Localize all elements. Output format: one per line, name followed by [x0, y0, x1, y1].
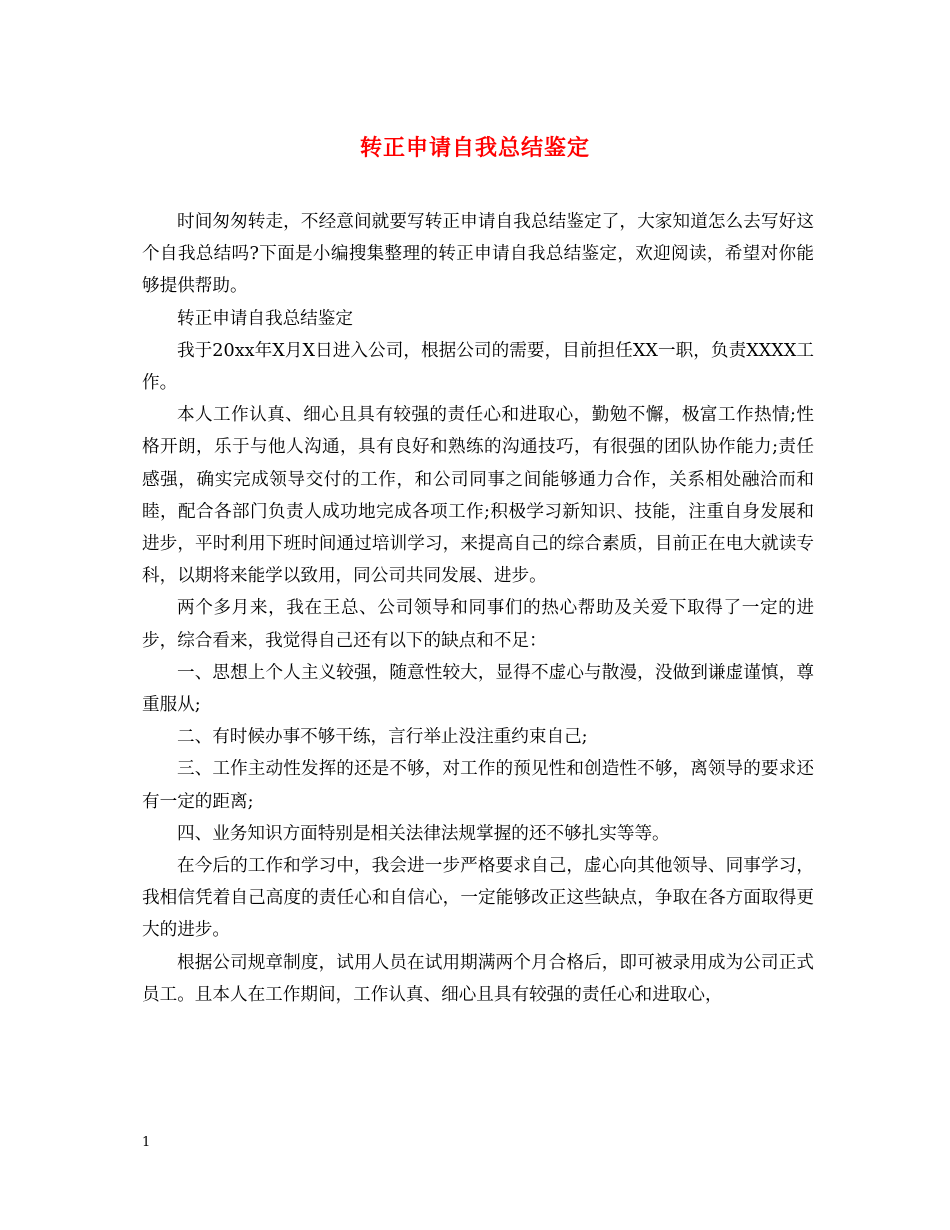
paragraph-subtitle: 转正申请自我总结鉴定 [177, 308, 353, 329]
document-body [142, 206, 814, 1011]
paragraph-company-rules: 根据公司规章制度，试用人员在试用期满两个月合格后，即可被录用成为公司正式员工。且本人在工作期间，工作认真、细心且具有较强的责任心和进取心， [142, 952, 814, 1005]
paragraph-shortcoming-3: 三、工作主动性发挥的还是不够，对工作的预见性和创造性不够，离领导的要求还有一定的距离; [142, 759, 814, 812]
paragraph-future-plan: 在今后的工作和学习中，我会进一步严格要求自己，虚心向其他领导、同事学习，我相信凭着自己高度的责任心和自信心，一定能够改正这些缺点，争取在各方面取得更大的进步。 [142, 856, 814, 941]
document-title: 转正申请自我总结鉴定 [359, 135, 590, 161]
paragraph-work-attitude: 本人工作认真、细心且具有较强的责任心和进取心，勤勉不懈，极富工作热情;性格开朗，乐于与他人沟通，具有良好和熟练的沟通技巧，有很强的团队协作能力;责任感强，确实完成领导交付的工作，和公司同事之间能够通力合作，关系相处融洽而和睦，配合各部门负责人成功地完成各项工作;积极学习新知识、技能，注重自身发展和进步，平时利用下班时间通过培训学习，来提高自己的综合素质，目前正在电大就读专科，以期将来能学以致用，同公司共同发展、进步。 [142, 405, 814, 587]
paragraph-entry-date: 我于20xx年X月X日进入公司，根据公司的需要，目前担任XX一职，负责XXXX工作。 [142, 340, 814, 394]
page-number: 1 [142, 1135, 151, 1150]
paragraph-shortcoming-2: 二、有时候办事不够干练，言行举止没注重约束自己; [177, 727, 588, 748]
paragraph-intro: 时间匆匆转走，不经意间就要写转正申请自我总结鉴定了，大家知道怎么去写好这个自我总结吗?下面是小编搜集整理的转正申请自我总结鉴定，欢迎阅读，希望对你能够提供帮助。 [142, 212, 814, 297]
paragraph-shortcoming-4: 四、业务知识方面特别是相关法律法规掌握的还不够扎实等等。 [177, 823, 670, 844]
paragraph-shortcoming-1: 一、思想上个人主义较强，随意性较大，显得不虚心与散漫，没做到谦虚谨慎，尊重服从; [142, 662, 814, 716]
paragraph-shortcomings-intro: 两个多月来，我在王总、公司领导和同事们的热心帮助及关爱下取得了一定的进步，综合看来，我觉得自己还有以下的缺点和不足： [142, 598, 814, 651]
